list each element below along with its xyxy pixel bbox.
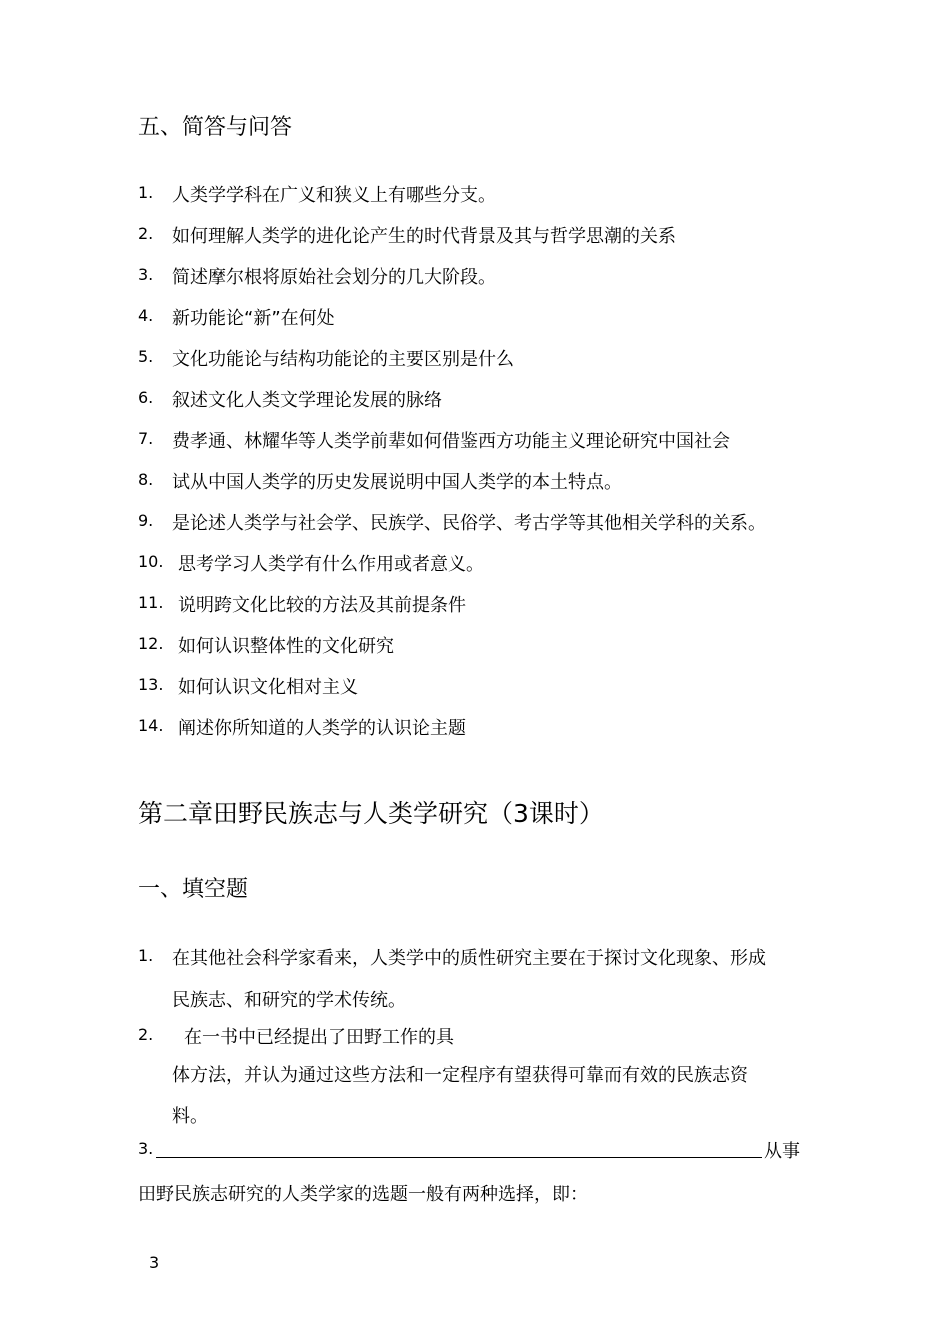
item-text: 阐述你所知道的人类学的认识论主题 <box>178 718 466 739</box>
question-text: 民族志、和研究的学术传统。 <box>172 990 406 1011</box>
item-number: 14. <box>138 716 164 735</box>
item-number: 4. <box>138 306 154 325</box>
question-text: 在其他社会科学家看来，人类学中的质性研究主要在于探讨文化现象、形成 <box>172 948 766 969</box>
item-number: 9. <box>138 511 154 530</box>
item-text: 叙述文化人类文学理论发展的脉络 <box>172 390 442 411</box>
item-text: 如何认识文化相对主义 <box>178 677 358 698</box>
question-text: 在一书中已经提出了田野工作的具 <box>184 1027 454 1048</box>
item-text: 说明跨文化比较的方法及其前提条件 <box>178 595 466 616</box>
item-number: 13. <box>138 675 164 694</box>
page-number: 3 <box>149 1253 160 1272</box>
question-number: 3. <box>138 1139 154 1158</box>
item-text: 人类学学科在广义和狭义上有哪些分支。 <box>172 185 496 206</box>
question-text: 田野民族志研究的人类学家的选题一般有两种选择，即： <box>138 1184 588 1205</box>
answer-blank-line <box>156 1157 762 1158</box>
item-text: 简述摩尔根将原始社会划分的几大阶段。 <box>172 267 496 288</box>
item-number: 11. <box>138 593 164 612</box>
question-text: 料。 <box>172 1106 208 1127</box>
item-number: 6. <box>138 388 154 407</box>
item-number: 1. <box>138 183 154 202</box>
item-text: 试从中国人类学的历史发展说明中国人类学的本土特点。 <box>172 472 622 493</box>
question-text: 体方法，并认为通过这些方法和一定程序有望获得可靠而有效的民族志资 <box>172 1065 748 1086</box>
item-text: 新功能论“新”在何处 <box>172 308 335 329</box>
section-heading: 五、简答与问答 <box>138 115 293 140</box>
question-text: 从事 <box>764 1141 800 1162</box>
item-number: 10. <box>138 552 164 571</box>
item-text: 如何认识整体性的文化研究 <box>178 636 394 657</box>
item-number: 3. <box>138 265 154 284</box>
item-number: 12. <box>138 634 164 653</box>
item-number: 7. <box>138 429 154 448</box>
item-text: 文化功能论与结构功能论的主要区别是什么 <box>172 349 514 370</box>
item-text: 是论述人类学与社会学、民族学、民俗学、考古学等其他相关学科的关系。 <box>172 513 766 534</box>
chapter-title: 第二章田野民族志与人类学研究（3课时） <box>138 799 604 828</box>
section-heading: 一、填空题 <box>138 877 249 902</box>
question-number: 1. <box>138 946 154 965</box>
item-text: 如何理解人类学的进化论产生的时代背景及其与哲学思潮的关系 <box>172 226 676 247</box>
item-text: 思考学习人类学有什么作用或者意义。 <box>178 554 484 575</box>
question-number: 2. <box>138 1025 154 1044</box>
item-number: 2. <box>138 224 154 243</box>
item-number: 8. <box>138 470 154 489</box>
item-text: 费孝通、林耀华等人类学前辈如何借鉴西方功能主义理论研究中国社会 <box>172 431 730 452</box>
item-number: 5. <box>138 347 154 366</box>
